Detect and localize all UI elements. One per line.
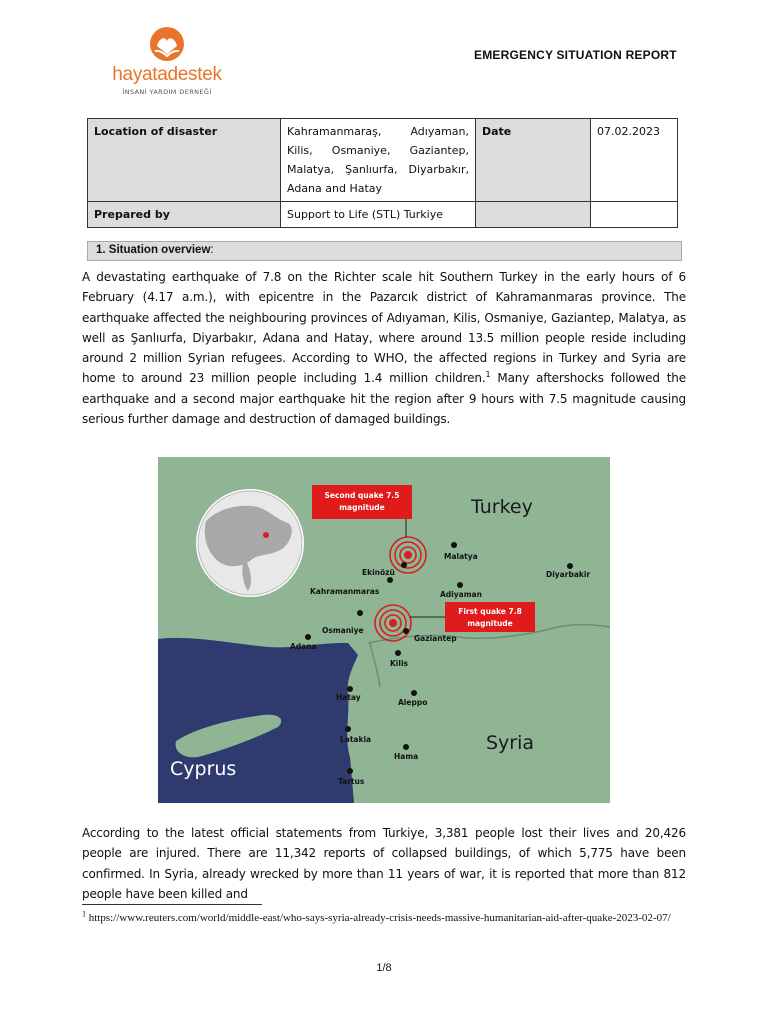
logo-text: hayatadestek (112, 64, 222, 85)
second-quake-rings (390, 537, 426, 573)
city-diyarbakir: Diyarbakir (546, 570, 591, 579)
city-hama: Hama (394, 752, 419, 761)
city-ekinozu: Ekinözü (362, 568, 395, 577)
table-row (88, 119, 678, 202)
date-value: 07.02.2023 (591, 119, 678, 202)
prepared-label: Prepared by (88, 202, 281, 228)
empty-cell (591, 202, 678, 228)
report-title: EMERGENCY SITUATION REPORT (474, 48, 677, 62)
situation-paragraph (82, 267, 686, 429)
location-value-text: Kahramanmaraş, Adıyaman, Kilis, Osmaniye, Gaziantep, Malatya, Şanlıurfa, Diyarbakır, Adana and Hatay (287, 125, 469, 195)
footnote-link[interactable]: https://www.reuters.com/world/middle-east/who-says-syria-already-crisis-needs-massive-humanitarian-aid-after-quake-2023-02-07/ (86, 912, 671, 924)
page-number: 1/8 (376, 962, 392, 974)
table-row (88, 202, 678, 228)
second-quake-magnitude: magnitude (339, 503, 385, 512)
casualties-paragraph: According to the latest official statements from Turkiye, 3,381 people lost their lives and 20,426 people are injured. There are 11,342 reports of collapsed buildings, of which 5,775 have been confirmed. In Syria, already wrecked by more than 11 years of war, it is reported that more than 812 people have been killed and (82, 826, 686, 901)
footnote-ref: 1 (485, 370, 491, 380)
first-quake-magnitude: magnitude (467, 619, 513, 628)
footnote-number: 1 (82, 909, 86, 919)
city-malatya: Malatya (444, 552, 478, 561)
prepared-value: Support to Life (STL) Turkiye (281, 202, 476, 228)
logo (112, 26, 222, 106)
city-tartus: Tartus (338, 777, 365, 786)
first-quake-rings (375, 605, 411, 641)
logo-subtitle: İNSANİ YARDIM DERNEĞİ (122, 88, 212, 96)
city-adana: Adana (290, 642, 317, 651)
earthquake-map (158, 457, 610, 803)
city-latakia: Latakia (340, 735, 372, 744)
footnote-divider (82, 904, 262, 905)
location-value (281, 119, 476, 202)
section-colon: : (210, 244, 214, 256)
second-quake-label: Second quake 7.5 (324, 491, 400, 500)
city-aleppo: Aleppo (398, 698, 428, 707)
footnote (82, 910, 682, 926)
city-osmaniye: Osmaniye (322, 626, 364, 635)
first-quake-label: First quake 7.8 (458, 607, 522, 616)
city-hatay: Hatay (336, 693, 361, 702)
city-kilis: Kilis (390, 659, 408, 668)
empty-cell (476, 202, 591, 228)
section-heading (87, 241, 682, 261)
disaster-info-table (87, 118, 678, 228)
country-label-turkey: Turkey (471, 496, 533, 518)
city-kahramanmaras: Kahramanmaras (310, 587, 380, 596)
city-gaziantep: Gaziantep (414, 634, 457, 643)
country-label-cyprus: Cyprus (170, 758, 237, 780)
city-adiyaman: Adiyaman (440, 590, 482, 599)
paragraph-text: A devastating earthquake of 7.8 on the Richter scale hit Southern Turkey in the early hours of 6 February (4.17 a.m.), with epicentre in the Pazarcık district of Kahramanmaras province. The earthquake affected the neighbouring provinces of Adıyaman, Kilis, Osmaniye, Gaziantep, Malatya, as well as Şanlıurfa, Diyarbakır, Adana and Hatay, where around 13.5 million people reside including around 2 million Syrian refugees. According to WHO, the affected regions in Turkey and Syria are home to around 23 million people including 1.4 million children. (82, 270, 686, 386)
country-label-syria: Syria (486, 732, 535, 754)
location-label: Location of disaster (88, 119, 281, 202)
hands-heart-icon (112, 26, 222, 66)
paragraph-text-continued: Many aftershocks followed the earthquake and a second major earthquake hit the region after 9 hours with 7.5 magnitude causing serious further damage and destruction of damaged buildings. (82, 371, 686, 427)
date-label: Date (476, 119, 591, 202)
section-title: 1. Situation overview (96, 244, 211, 256)
